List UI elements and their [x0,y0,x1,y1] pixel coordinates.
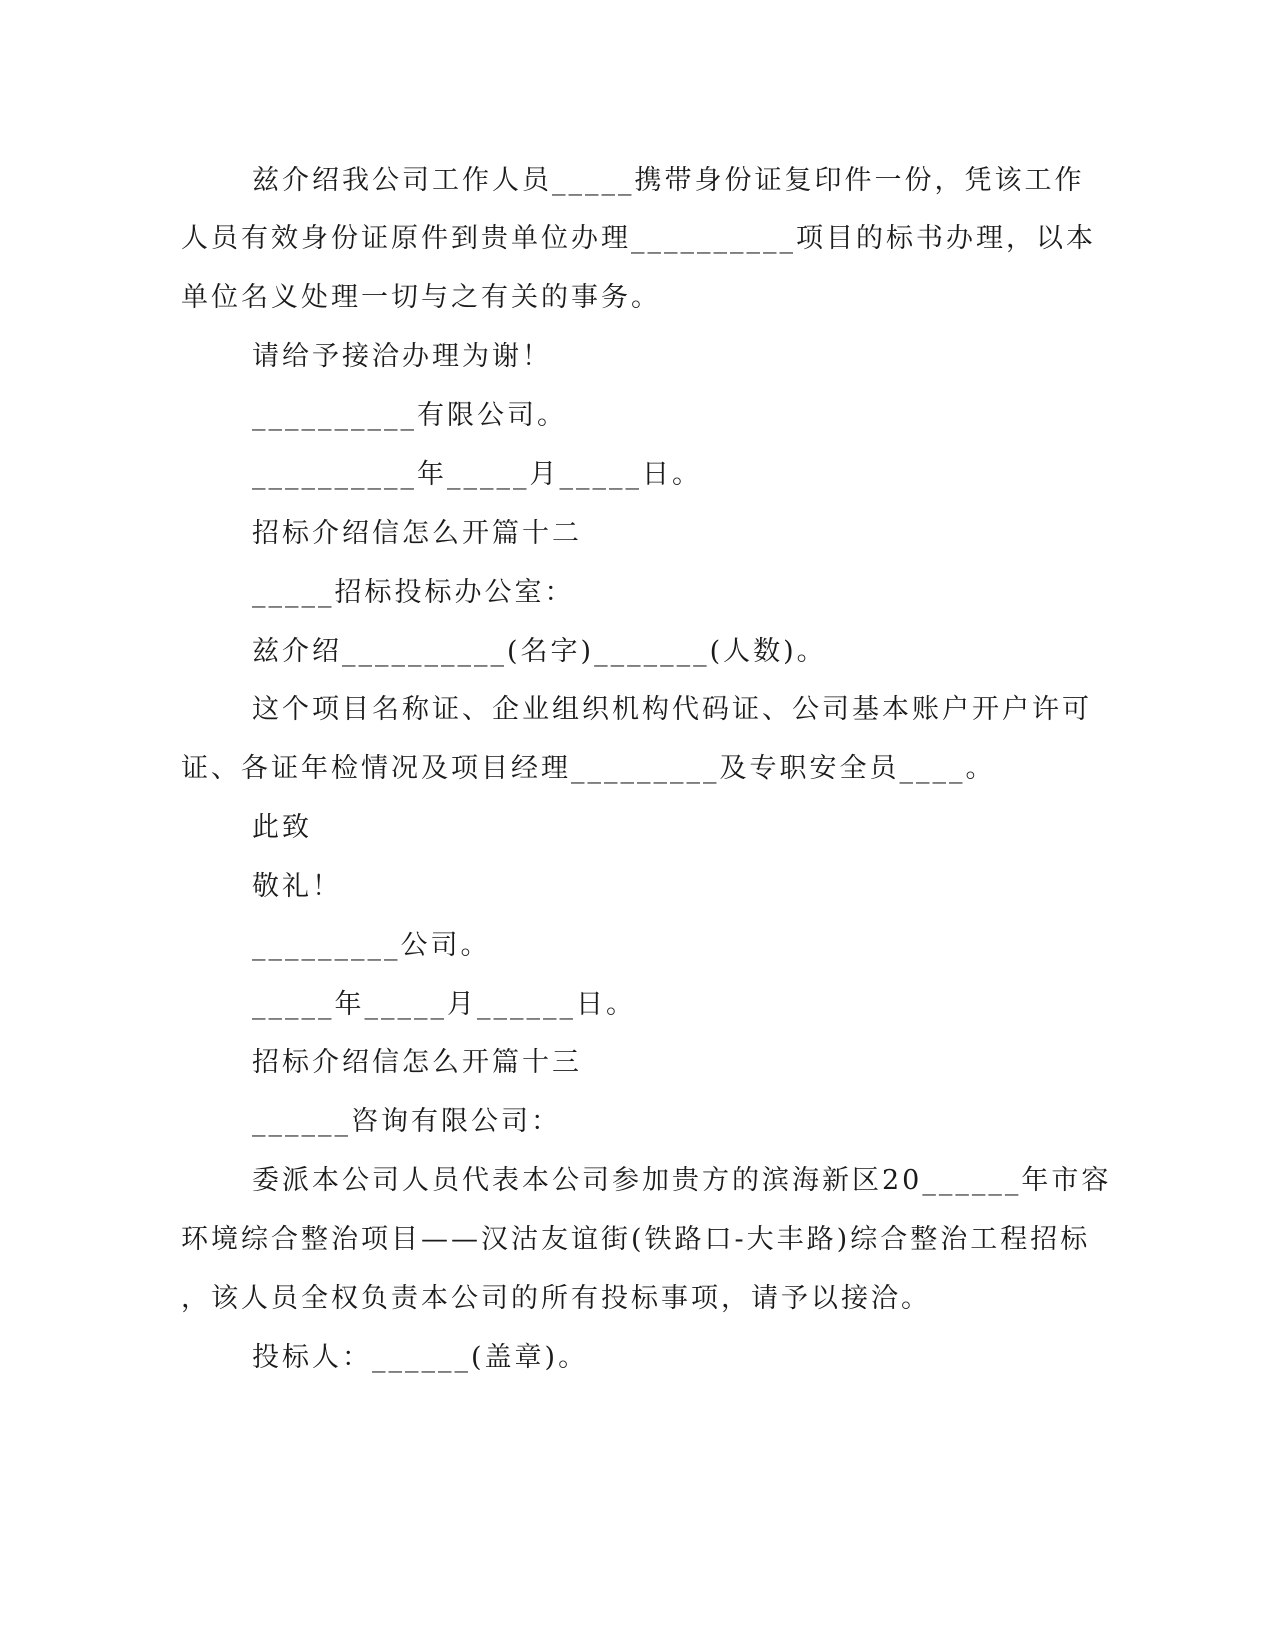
company-signature-line-2: _________公司。 [252,930,491,961]
closing-line-2: 敬礼！ [252,871,342,902]
section-heading-13: 招标介绍信怎么开篇十三 [252,1047,582,1078]
date-line-2: _____年_____月______日。 [252,989,636,1020]
company-signature-line: __________有限公司。 [252,400,567,431]
paragraph-2-line-1: 这个项目名称证、企业组织机构代码证、公司基本账户开户许可 [252,694,1092,725]
paragraph-3-line-1: 委派本公司人员代表本公司参加贵方的滨海新区20______年市容 [252,1165,1112,1196]
request-line: 请给予接洽办理为谢！ [252,341,552,372]
bidder-seal-line: 投标人：______(盖章)。 [252,1342,589,1373]
section-heading-12: 招标介绍信怎么开篇十二 [252,518,582,549]
paragraph-1-line-3: 单位名义处理一切与之有关的事务。 [181,282,661,313]
date-line: __________年_____月_____日。 [252,459,702,490]
paragraph-2-line-2: 证、各证年检情况及项目经理_________及专职安全员____。 [181,753,996,784]
closing-line-1: 此致 [252,812,312,843]
paragraph-1-line-2: 人员有效身份证原件到贵单位办理__________项目的标书办理，以本 [181,223,1096,254]
paragraph-1-line-1: 兹介绍我公司工作人员_____携带身份证复印件一份，凭该工作 [252,165,1085,196]
paragraph-3-line-3: ，该人员全权负责本公司的所有投标事项，请予以接洽。 [181,1283,931,1314]
addressee-line: _____招标投标办公室： [252,577,575,608]
addressee-line-2: ______咨询有限公司： [252,1106,561,1137]
paragraph-3-line-2: 环境综合整治项目——汉沽友谊街(铁路口-大丰路)综合整治工程招标 [181,1224,1091,1255]
introduction-line: 兹介绍__________(名字)_______(人数)。 [252,636,827,667]
